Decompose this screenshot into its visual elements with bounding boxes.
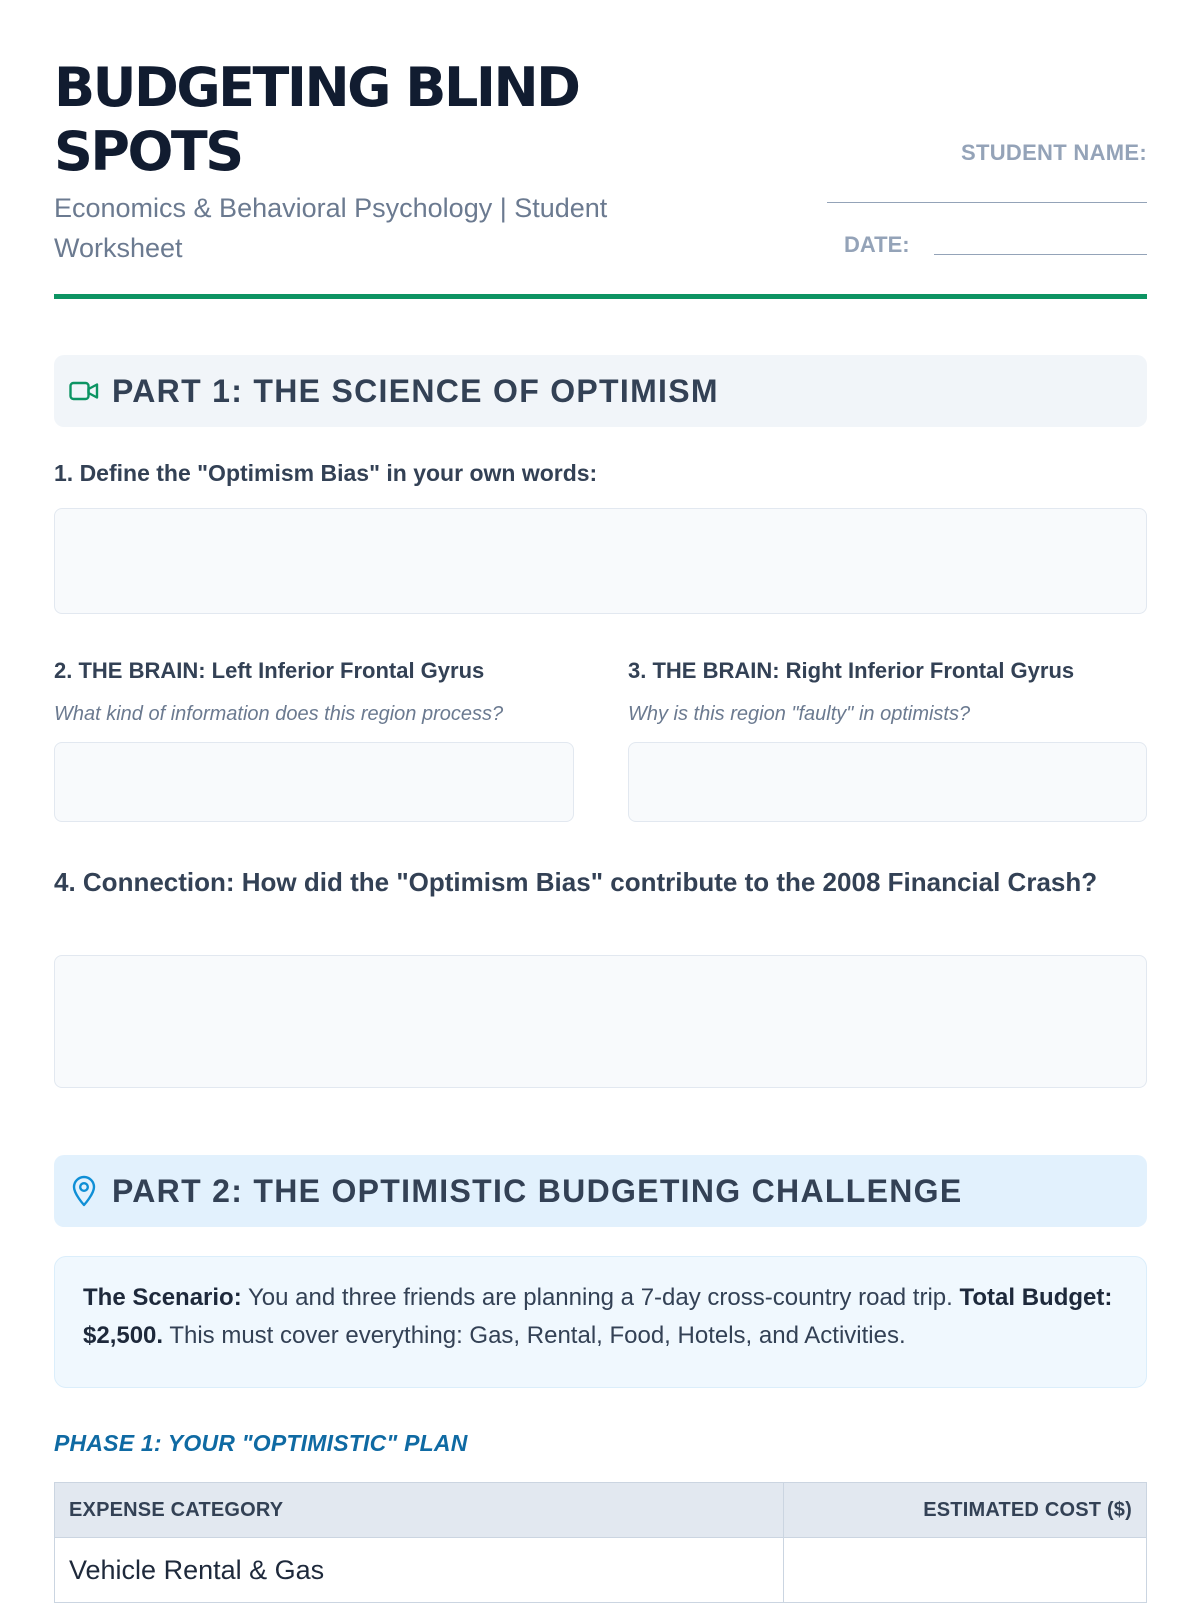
part2-title: PART 2: THE OPTIMISTIC BUDGETING CHALLENGE xyxy=(112,1172,963,1209)
worksheet-page xyxy=(54,0,1147,1600)
header-divider xyxy=(54,294,1147,299)
table-header-row xyxy=(55,1483,1147,1538)
estimated-cost-cell[interactable] xyxy=(784,1538,1147,1603)
question-2-hint: What kind of information does this region process? xyxy=(54,703,504,725)
expense-category-cell: Vehicle Rental & Gas xyxy=(55,1538,784,1603)
student-name-field[interactable] xyxy=(827,202,1147,203)
column-header-cost: ESTIMATED COST ($) xyxy=(784,1483,1147,1538)
expense-table xyxy=(54,1482,1147,1603)
question-4: 4. Connection: How did the "Optimism Bias" contribute to the 2008 Financial Crash? xyxy=(54,867,1098,897)
table-row xyxy=(55,1538,1147,1603)
map-pin-icon xyxy=(68,1175,100,1207)
question-3-title: 3. THE BRAIN: Right Inferior Frontal Gyrus xyxy=(628,658,1075,683)
date-label: DATE: xyxy=(844,232,910,257)
page-subtitle: Economics & Behavioral Psychology | Student Worksheet xyxy=(54,193,608,263)
answer-box-1[interactable] xyxy=(54,508,1147,614)
question-2-title: 2. THE BRAIN: Left Inferior Frontal Gyrus xyxy=(54,658,485,683)
question-1: 1. Define the "Optimism Bias" in your own words: xyxy=(54,460,598,486)
scenario-box xyxy=(54,1256,1147,1388)
part1-section-header xyxy=(54,355,1147,427)
question-3-hint: Why is this region "faulty" in optimists? xyxy=(628,703,971,725)
answer-box-4[interactable] xyxy=(54,955,1147,1088)
part2-section-header xyxy=(54,1155,1147,1227)
part1-title: PART 1: THE SCIENCE OF OPTIMISM xyxy=(112,372,719,409)
scenario-label: The Scenario: xyxy=(83,1284,242,1311)
answer-box-3[interactable] xyxy=(628,742,1147,822)
column-header-category: EXPENSE CATEGORY xyxy=(55,1483,784,1538)
page-title: BUDGETING BLIND SPOTS xyxy=(54,56,579,183)
student-name-label: STUDENT NAME: xyxy=(960,140,1147,165)
total-budget: Total Budget: $2,500. xyxy=(83,1284,1113,1349)
scenario-text: You and three friends are planning a 7-day cross-country road trip. xyxy=(241,1284,960,1311)
answer-box-2[interactable] xyxy=(54,742,574,822)
date-field[interactable] xyxy=(934,254,1147,255)
video-camera-icon xyxy=(68,375,100,407)
phase-1-title: PHASE 1: YOUR "OPTIMISTIC" PLAN xyxy=(54,1430,468,1456)
scenario-tail: This must cover everything: Gas, Rental, Food, Hotels, and Activities. xyxy=(163,1322,906,1349)
